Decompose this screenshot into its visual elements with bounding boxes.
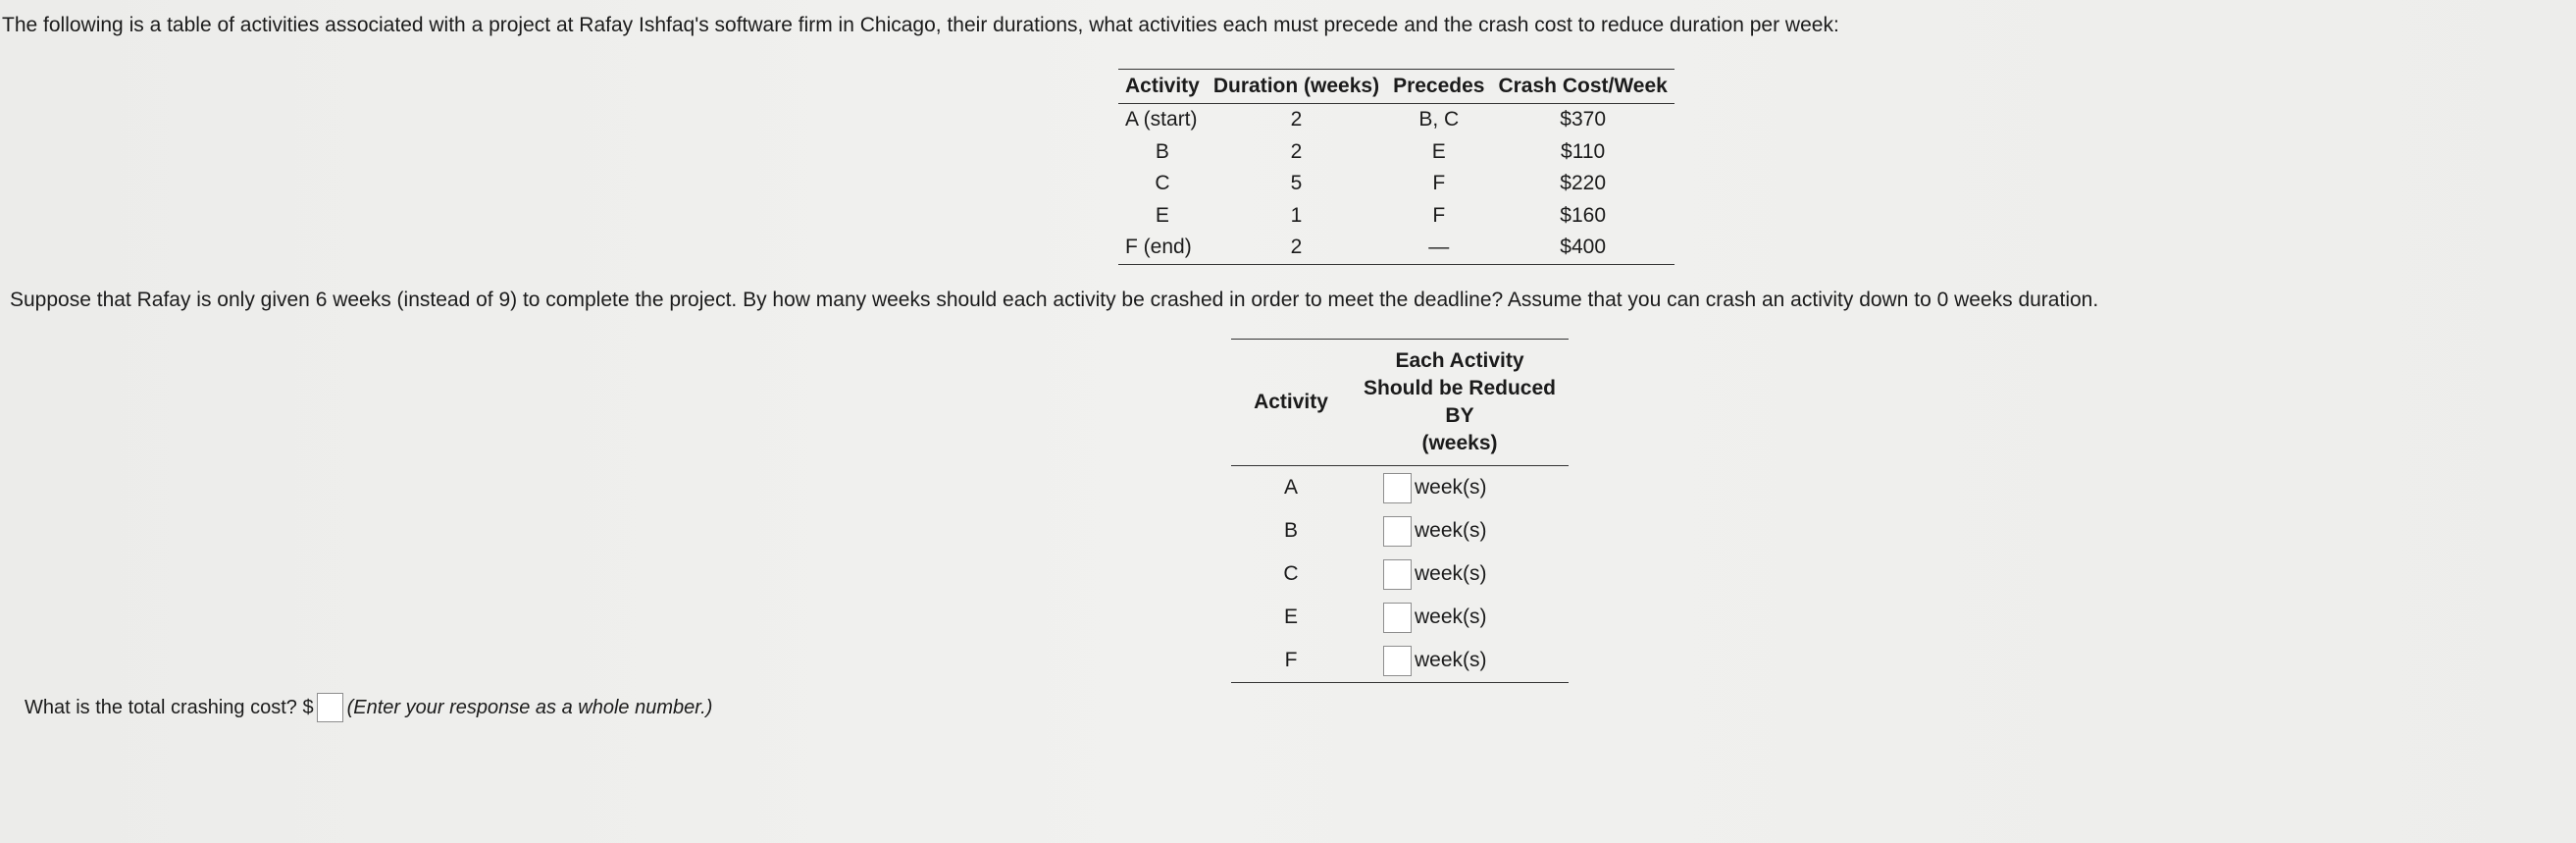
col-header-duration: Duration (weeks) — [1207, 70, 1386, 104]
col-header-activity: Activity — [1231, 340, 1351, 466]
answer-input-a[interactable] — [1383, 473, 1412, 503]
total-cost-question — [25, 693, 712, 722]
total-prompt: What is the total crashing cost? — [25, 696, 297, 718]
table-row — [1231, 466, 1569, 510]
col-header-precedes: Precedes — [1386, 70, 1491, 104]
table-row — [1118, 104, 1674, 136]
unit-label: week(s) — [1415, 476, 1487, 499]
duration-cell: 2 — [1207, 232, 1386, 264]
header-line: Should be Reduced — [1363, 377, 1556, 399]
activity-label: C — [1283, 562, 1299, 585]
table-header-row — [1118, 70, 1674, 104]
crash-cost-cell: $220 — [1560, 172, 1606, 195]
table-header-row — [1231, 340, 1569, 466]
activity-cell: E — [1155, 203, 1169, 227]
crash-cost-cell: $400 — [1491, 232, 1674, 264]
unit-label: week(s) — [1415, 606, 1487, 628]
answer-cell — [1352, 473, 1568, 503]
duration-cell: 2 — [1290, 108, 1303, 132]
answer-input-e[interactable] — [1383, 603, 1412, 633]
answer-cell — [1352, 603, 1568, 633]
answer-input-f[interactable] — [1383, 646, 1412, 676]
precedes-cell: F — [1432, 203, 1446, 227]
col-header-activity: Activity — [1118, 70, 1207, 104]
table-row — [1231, 596, 1569, 639]
currency-symbol: $ — [302, 696, 314, 718]
total-cost-input[interactable] — [317, 693, 343, 722]
header-line: (weeks) — [1421, 432, 1498, 454]
answer-input-c[interactable] — [1383, 559, 1412, 590]
duration-cell: 1 — [1290, 203, 1303, 227]
table-row — [1231, 639, 1569, 683]
table-row — [1118, 168, 1674, 200]
crash-cost-cell: $370 — [1560, 108, 1606, 132]
intro-text: The following is a table of activities associated with a project at Rafay Ishfaq's software firm in Chicago, their durations, what activities each must precede and the crash cost to reduce duration per week: — [2, 14, 1839, 36]
activity-cell: B — [1155, 139, 1169, 163]
activity-table — [1118, 69, 1674, 265]
precedes-cell: B, C — [1418, 108, 1460, 132]
duration-cell: 2 — [1290, 139, 1303, 163]
answer-cell — [1352, 646, 1568, 676]
duration-cell: 5 — [1290, 172, 1303, 195]
table-row — [1231, 509, 1569, 553]
answer-cell — [1352, 559, 1568, 590]
activity-label: E — [1283, 606, 1298, 628]
unit-label: week(s) — [1415, 649, 1487, 671]
activity-label: F — [1231, 639, 1351, 683]
header-line: BY — [1445, 404, 1474, 427]
table-row — [1118, 232, 1674, 264]
crash-cost-cell: $160 — [1560, 203, 1606, 227]
question-text: Suppose that Rafay is only given 6 weeks (instead of 9) to complete the project. By how many weeks should each activity be crashed in order to meet the deadline? Assume that you can crash an activity down to 0 weeks duration. — [10, 289, 2099, 311]
answer-cell — [1352, 516, 1568, 547]
activity-cell: F (end) — [1118, 232, 1207, 264]
table-row — [1118, 136, 1674, 169]
answer-hint: (Enter your response as a whole number.) — [346, 696, 713, 718]
activity-cell: C — [1155, 172, 1170, 195]
col-header-reduce-by — [1351, 340, 1569, 466]
col-header-crash-cost: Crash Cost/Week — [1491, 70, 1674, 104]
crash-cost-cell: $110 — [1561, 139, 1606, 163]
activity-label: B — [1283, 519, 1298, 542]
unit-label: week(s) — [1415, 562, 1487, 585]
activity-label: A — [1283, 476, 1298, 499]
header-line: Each Activity — [1395, 349, 1524, 372]
precedes-cell: E — [1431, 139, 1446, 163]
table-row — [1231, 553, 1569, 596]
answer-input-b[interactable] — [1383, 516, 1412, 547]
crash-answer-table — [1231, 339, 1569, 683]
precedes-cell: F — [1432, 172, 1446, 195]
table-row — [1118, 200, 1674, 233]
activity-cell: A (start) — [1125, 108, 1198, 132]
unit-label: week(s) — [1415, 519, 1487, 542]
precedes-cell: — — [1386, 232, 1491, 264]
